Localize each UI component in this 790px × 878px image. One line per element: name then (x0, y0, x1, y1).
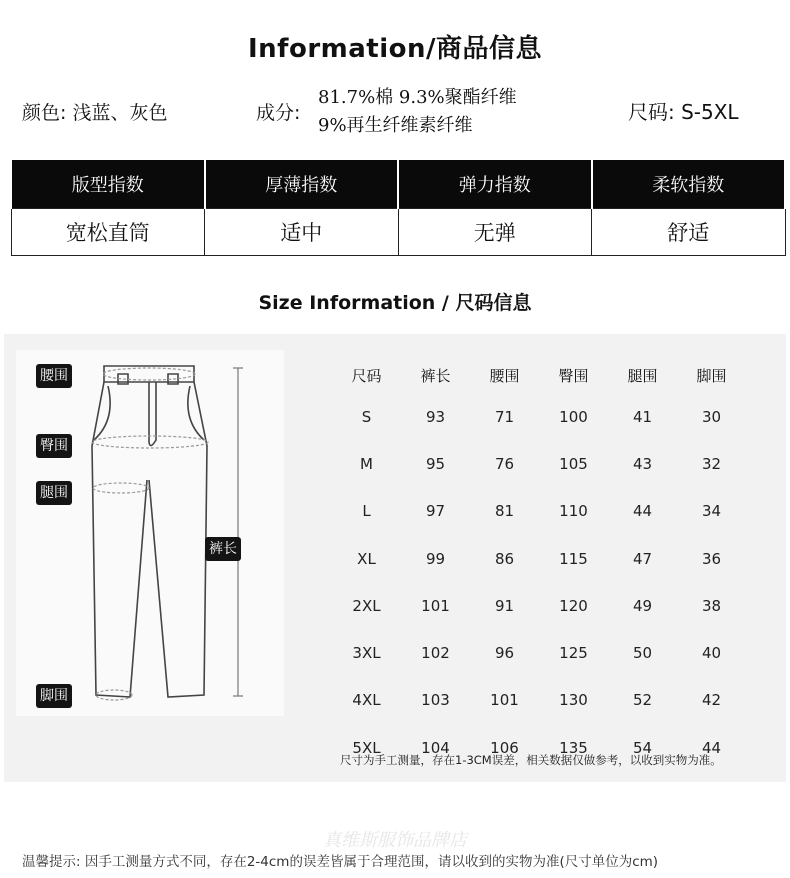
label-length: 裤长 (205, 537, 241, 561)
table-cell: 104 (421, 738, 450, 757)
label-thigh: 腿围 (36, 481, 72, 505)
waist-measure-ellipse (103, 368, 195, 380)
table-cell: 100 (559, 407, 588, 426)
table-cell: 96 (494, 644, 515, 663)
index-value-row (11, 209, 785, 256)
table-cell: 86 (494, 549, 515, 568)
composition-line-2: 9%再生纤维素纤维 (318, 115, 473, 136)
table-cell: 115 (559, 549, 588, 568)
composition-values (318, 84, 517, 140)
table-cell: S (361, 407, 372, 426)
footer-tip: 温馨提示: 因手工测量方式不同，存在2-4cm的误差皆属于合理范围，请以收到的实物为准(尺寸单位为cm) (22, 854, 659, 870)
table-row (332, 535, 746, 582)
table-cell: 102 (421, 644, 450, 663)
table-cell: 41 (632, 407, 653, 426)
index-header: 柔软指数 (592, 160, 786, 209)
pants-diagram (16, 350, 284, 716)
product-info-row (0, 84, 790, 144)
table-cell: 125 (559, 644, 588, 663)
index-value: 适中 (205, 209, 399, 256)
table-cell: 32 (701, 454, 722, 473)
table-cell: 43 (632, 454, 653, 473)
table-cell: 110 (559, 502, 588, 521)
table-cell: 42 (701, 691, 722, 710)
composition-label: 成分: (256, 102, 301, 124)
table-cell: 38 (701, 596, 722, 615)
table-cell: 120 (559, 596, 588, 615)
hip-measure-ellipse (92, 436, 208, 448)
table-cell: 105 (559, 454, 588, 473)
column-header: 腰围 (489, 366, 520, 385)
table-cell: XL (357, 549, 376, 568)
color-info: 颜色: 浅蓝、灰色 (22, 102, 168, 124)
table-cell: 5XL (352, 738, 381, 757)
table-row (332, 677, 746, 724)
label-hip: 臀围 (36, 434, 72, 458)
table-cell: 52 (632, 691, 653, 710)
store-watermark: 真维斯服饰品牌店 (323, 830, 467, 851)
table-cell: 44 (701, 738, 722, 757)
table-cell: 49 (632, 596, 653, 615)
column-header: 脚围 (696, 366, 727, 385)
index-header: 版型指数 (11, 160, 205, 209)
table-cell: 36 (701, 549, 722, 568)
table-cell: 54 (632, 738, 653, 757)
index-value: 无弹 (398, 209, 592, 256)
composition-line-1: 81.7%棉 9.3%聚酯纤维 (318, 87, 517, 108)
index-table (10, 160, 786, 256)
column-header: 裤长 (420, 366, 451, 385)
index-header-row (11, 160, 785, 209)
table-cell: 4XL (352, 691, 381, 710)
size-section-title: Size Information / 尺码信息 (258, 292, 532, 314)
table-cell: 40 (701, 644, 722, 663)
index-value: 宽松直筒 (11, 209, 205, 256)
size-range: 尺码: S-5XL (628, 100, 739, 124)
table-row (332, 393, 746, 440)
size-table (332, 357, 746, 771)
column-header: 腿围 (627, 366, 658, 385)
table-cell: 44 (632, 502, 653, 521)
table-cell: 30 (701, 407, 722, 426)
index-header: 弹力指数 (398, 160, 592, 209)
table-cell: 93 (425, 407, 446, 426)
table-cell: 103 (421, 691, 450, 710)
left-leg-outline (92, 382, 147, 697)
table-cell: 106 (490, 738, 519, 757)
index-header: 厚薄指数 (205, 160, 399, 209)
table-cell: 99 (425, 549, 446, 568)
thigh-measure-ellipse (93, 483, 149, 493)
size-table-header (332, 357, 746, 393)
table-cell: 97 (425, 502, 446, 521)
table-cell: 3XL (352, 644, 381, 663)
table-row (332, 440, 746, 487)
table-cell: 71 (494, 407, 515, 426)
table-cell: 130 (559, 691, 588, 710)
index-value: 舒适 (592, 209, 786, 256)
label-hem: 脚围 (36, 684, 72, 708)
table-cell: 101 (490, 691, 519, 710)
page-title: Information/商品信息 (247, 34, 543, 64)
table-row (332, 488, 746, 535)
table-cell: 76 (494, 454, 515, 473)
table-row (332, 582, 746, 629)
table-cell: 135 (559, 738, 588, 757)
measurement-note: 尺寸为手工测量，存在1-3CM误差，相关数据仅做参考，以收到实物为准。 (340, 753, 722, 767)
column-header: 臀围 (558, 366, 589, 385)
label-waist: 腰围 (36, 364, 72, 388)
table-cell: 81 (494, 502, 515, 521)
table-cell: 50 (632, 644, 653, 663)
table-cell: 95 (425, 454, 446, 473)
table-cell: 34 (701, 502, 722, 521)
table-cell: 47 (632, 549, 653, 568)
table-cell: 101 (421, 596, 450, 615)
right-leg-outline (149, 382, 207, 697)
column-header: 尺码 (351, 366, 382, 385)
table-row (332, 629, 746, 676)
table-cell: 91 (494, 596, 515, 615)
table-cell: M (360, 454, 373, 473)
table-cell: L (362, 502, 371, 521)
table-cell: 2XL (352, 596, 381, 615)
